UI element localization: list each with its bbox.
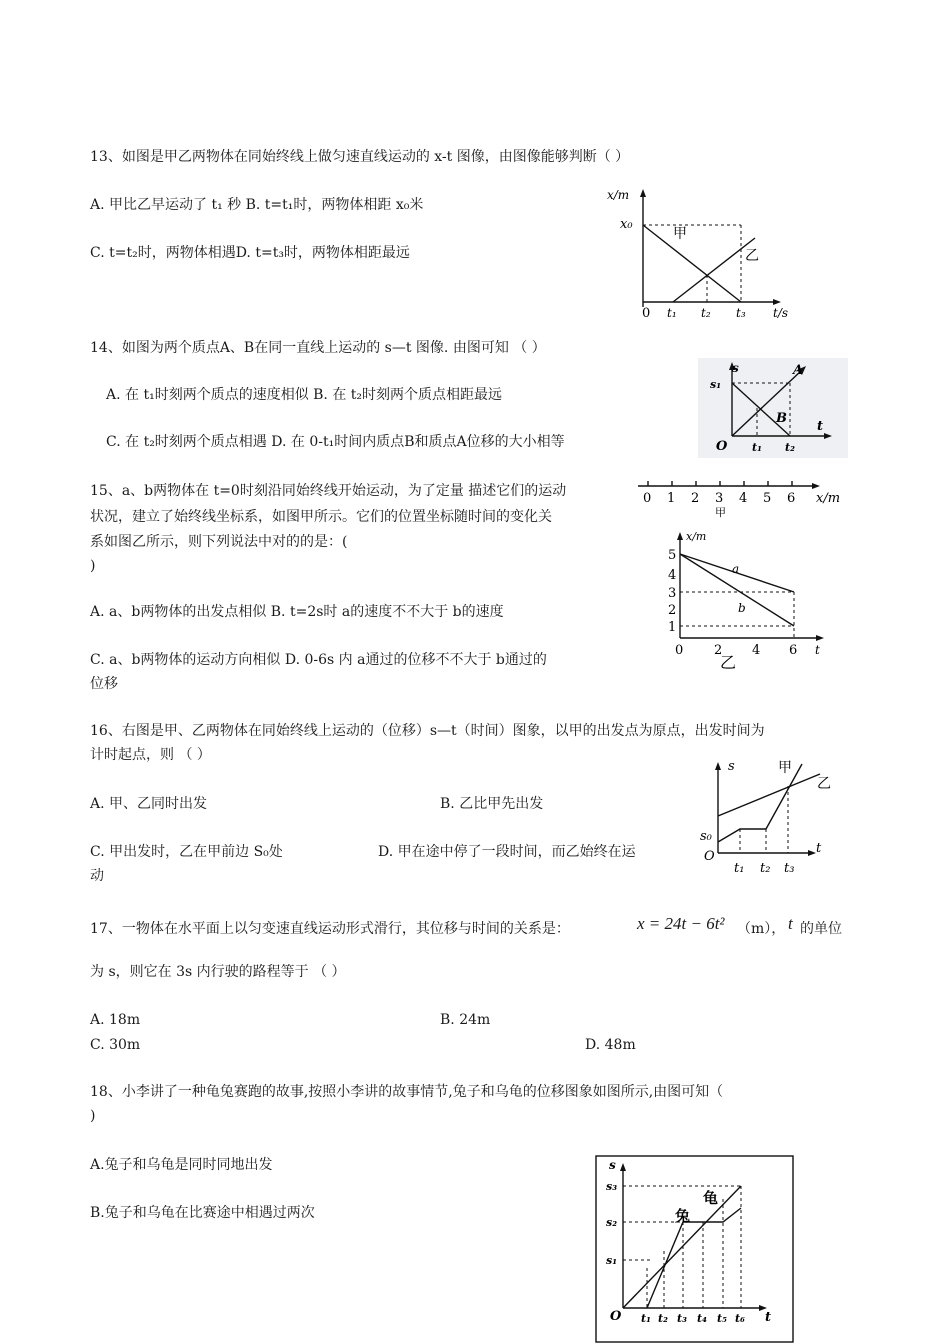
q15-line-3: 系如图乙所示，则下列说法中对的的是：( <box>90 534 348 550</box>
q13-x0-label: x₀ <box>620 217 633 232</box>
q15-number-line-jia <box>632 478 850 520</box>
q13-origin: 0 <box>642 306 651 320</box>
q15-t-label: t <box>815 643 820 657</box>
q17-formula: x = 24t − 6t² <box>637 914 725 933</box>
q14-options-ab: A. 在 t₁时刻两个质点的速度相似 B. 在 t₂时刻两个质点相距最远 <box>106 387 503 403</box>
q16-s0-label: s₀ <box>700 829 712 844</box>
q13-options-ab: A. 甲比乙早运动了 t₁ 秒 B. t=t₁时，两物体相距 x₀米 <box>90 197 424 213</box>
q14-t1: t₁ <box>752 441 762 454</box>
q16-jia-label: 甲 <box>778 760 792 776</box>
q14-st-graph <box>698 358 848 458</box>
q16-option-d-cont: 动 <box>90 868 104 884</box>
q13-yi-label: 乙 <box>745 248 759 264</box>
q14-t2: t₂ <box>785 441 795 454</box>
q17-stem: 17、一物体在水平面上以匀变速直线运动形式滑行，其位移与时间的关系是： <box>90 921 570 937</box>
q18-t3: t₃ <box>677 1312 687 1325</box>
q15-options-ab: A. a、b两物体的出发点相似 B. t=2s时 a的速度不不大于 b的速度 <box>90 604 504 620</box>
q13-t1: t₁ <box>667 306 677 320</box>
q15-tick-2: 2 <box>691 491 700 506</box>
q15-tick-4: 4 <box>739 491 748 506</box>
q16-s-label: s <box>728 759 735 774</box>
q15-xtick-0: 0 <box>675 643 684 658</box>
q15-b-label: b <box>738 601 746 615</box>
q17-option-b: B. 24m <box>440 1012 491 1028</box>
q14-options-cd: C. 在 t₂时刻两个质点相遇 D. 在 0-t₁时间内质点B和质点A位移的大小相等 <box>106 434 565 450</box>
q18-t1: t₁ <box>641 1312 651 1325</box>
q13-line-yi <box>673 238 755 302</box>
q15-xlabel: x/m <box>816 491 841 506</box>
q16-t2: t₂ <box>760 861 771 876</box>
q15-yi-caption: 乙 <box>720 653 737 670</box>
q18-gui-label: 龟 <box>703 1189 719 1207</box>
q18-s-label: s <box>609 1158 616 1172</box>
q15-ticks <box>648 481 792 486</box>
q14-A-label: A <box>793 363 804 378</box>
q15-line-4: ) <box>90 558 96 574</box>
q15-xtick-4: 4 <box>752 643 761 658</box>
q18-t5: t₅ <box>717 1312 727 1325</box>
q15-xt-graph-yi <box>660 528 835 670</box>
q15-a-label: a <box>732 562 740 576</box>
q16-option-d: D. 甲在途中停了一段时间，而乙始终在运 <box>378 844 636 860</box>
q17-unit: （m）， <box>737 921 786 937</box>
q18-t4: t₄ <box>697 1312 707 1325</box>
q18-stem-cont: ) <box>90 1108 96 1124</box>
q15-jia-caption: 甲 <box>715 506 726 519</box>
q17-option-d: D. 48m <box>585 1037 636 1053</box>
q18-t-label: t <box>765 1310 772 1325</box>
q13-jia-label: 甲 <box>673 226 687 242</box>
q18-graph-frame <box>596 1156 793 1342</box>
q18-s3-label: s₃ <box>606 1180 618 1193</box>
q14-s1-label: s₁ <box>710 378 722 391</box>
q16-option-a: A. 甲、乙同时出发 <box>90 796 208 812</box>
q15-ytick-3: 3 <box>668 586 677 601</box>
q15-tick-1: 1 <box>667 491 676 506</box>
q16-st-graph <box>700 756 840 884</box>
q17-option-a: A. 18m <box>90 1012 141 1028</box>
q17-option-c: C. 30m <box>90 1037 141 1053</box>
q13-ylabel: x/m <box>607 188 630 202</box>
q14-s-label: s <box>732 361 739 375</box>
q15-ytick-1: 1 <box>668 620 677 635</box>
q15-ytick-5: 5 <box>668 548 677 563</box>
q14-B-label: B <box>776 411 787 426</box>
q18-stem: 18、小李讲了一种龟兔赛跑的故事,按照小李讲的故事情节,兔子和乌龟的位移图象如图所示,由图可知（ <box>90 1084 724 1100</box>
q15-xtick-6: 6 <box>789 643 798 658</box>
q15-ytick-4: 4 <box>668 568 677 583</box>
q13-stem: 13、如图是甲乙两物体在同始终线上做匀速直线运动的 x-t 图像，由图像能够判断（ ） <box>90 149 630 165</box>
q16-option-c: C. 甲出发时，乙在甲前边 S₀处 <box>90 844 283 860</box>
q15-ylabel: x/m <box>686 530 707 543</box>
q15-ytick-2: 2 <box>668 603 677 618</box>
q15-options-cd: C. a、b两物体的运动方向相似 D. 0-6s 内 a通过的位移不不大于 b通过的 <box>90 652 547 668</box>
q14-stem: 14、如图为两个质点A、B在同一直线上运动的 s—t 图像. 由图可知 （ ） <box>90 340 546 356</box>
q18-s1-label: s₁ <box>606 1254 618 1267</box>
q13-options-cd: C. t=t₂时，两物体相遇D. t=t₃时，两物体相距最远 <box>90 245 410 261</box>
q16-yi-label: 乙 <box>817 776 831 792</box>
q18-option-b: B.兔子和乌龟在比赛途中相遇过两次 <box>90 1205 315 1221</box>
q18-t2: t₂ <box>658 1312 668 1325</box>
q18-option-a: A.兔子和乌龟是同时同地出发 <box>90 1157 273 1173</box>
q15-tick-0: 0 <box>643 491 652 506</box>
q16-stem: 16、右图是甲、乙两物体在同始终线上运动的（位移）s—t（时间）图象，以甲的出发点为原点，出发时间为 <box>90 723 765 739</box>
q17-stem-tail: 的单位 <box>800 921 842 937</box>
q13-line-jia <box>643 225 741 302</box>
q16-line-yi <box>718 774 820 816</box>
q16-t-label: t <box>816 841 822 856</box>
q13-t3: t₃ <box>736 306 746 320</box>
q17-t-variable: t <box>788 914 793 933</box>
q15-tick-6: 6 <box>787 491 796 506</box>
q14-t-label: t <box>817 419 824 434</box>
q15-line-2: 状况，建立了始终线坐标系，如图甲所示。它们的位置坐标随时间的变化关 <box>90 509 552 525</box>
q17-stem-cont: 为 s，则它在 3s 内行驶的路程等于 （ ） <box>90 964 346 980</box>
q13-t2: t₂ <box>701 306 711 320</box>
q18-tortoise-hare-graph <box>595 1155 795 1344</box>
q16-t1: t₁ <box>734 861 745 876</box>
q14-O-label: O <box>716 439 728 454</box>
q16-option-b: B. 乙比甲先出发 <box>440 796 544 812</box>
q16-t3: t₃ <box>784 861 795 876</box>
q15-tick-3: 3 <box>715 491 724 506</box>
q18-tu-label: 兔 <box>675 1207 691 1225</box>
q15-line-1: 15、a、b两物体在 t=0时刻沿同始终线开始运动，为了定量 描述它们的运动 <box>90 483 567 499</box>
q15-tick-5: 5 <box>763 491 772 506</box>
q15-xtick-2: 2 <box>714 643 723 658</box>
q13-xt-graph <box>605 180 810 320</box>
q18-s2-label: s₂ <box>606 1216 618 1229</box>
q18-O-label: O <box>610 1309 622 1324</box>
q18-t6: t₆ <box>735 1312 745 1325</box>
q15-options-cd-cont: 位移 <box>90 676 118 692</box>
q13-xlabel: t/s <box>773 306 789 320</box>
q16-stem-cont: 计时起点，则 （ ） <box>90 747 211 763</box>
q16-O-label: O <box>704 849 715 864</box>
